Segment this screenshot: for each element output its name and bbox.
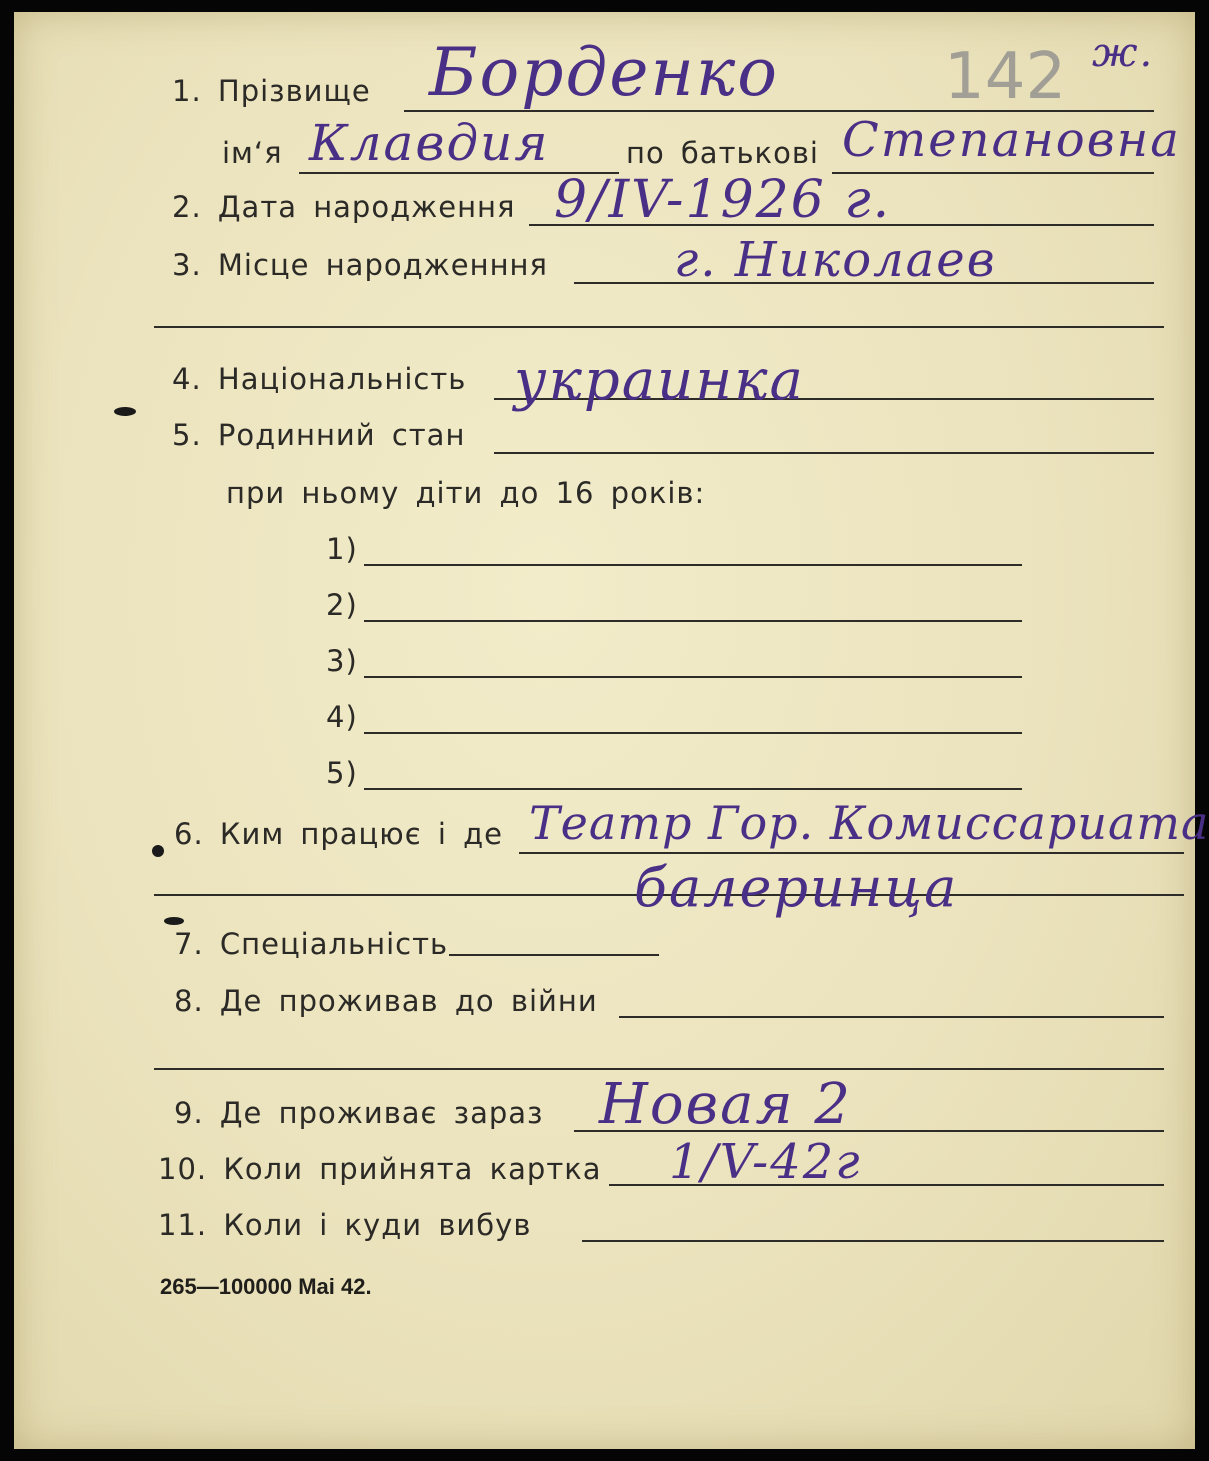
work-line — [519, 852, 1184, 854]
punch-hole — [152, 845, 164, 857]
punch-hole — [114, 407, 136, 416]
pencil-number: 142 — [944, 40, 1067, 114]
field-departed-label: 11. Коли і куди вибув — [158, 1208, 532, 1242]
card-date-value: 1/V-42г — [669, 1134, 862, 1190]
registration-card — [14, 12, 1209, 1449]
field-nationality-label: 4. Національність — [172, 362, 467, 396]
punch-hole — [164, 917, 184, 925]
child-2-label: 2) — [326, 588, 358, 622]
field-specialty-label: 7. Спеціальність — [174, 927, 449, 961]
field-residence-label: 9. Де проживає зараз — [174, 1096, 544, 1130]
field-marital-label: 5. Родинний стан — [172, 418, 466, 452]
child-5-line — [364, 788, 1022, 790]
child-4-line — [364, 732, 1022, 734]
surname-value: Борденко — [429, 34, 779, 111]
work-value-2: балеринца — [634, 856, 959, 919]
marital-line — [494, 452, 1154, 454]
name-value: Клавдия — [309, 114, 550, 172]
birthdate-value: 9/IV-1926 г. — [554, 170, 892, 230]
gender-mark: ж. — [1092, 30, 1155, 76]
child-3-label: 3) — [326, 644, 358, 678]
prewar-line-2 — [154, 1068, 1164, 1070]
work-value: Театр Гор. Комиссариата — [529, 796, 1209, 850]
print-code: 265—100000 Mai 42. — [160, 1274, 372, 1299]
nationality-value: украинка — [514, 348, 805, 413]
child-2-line — [364, 620, 1022, 622]
children-heading: при ньому діти до 16 років: — [226, 476, 706, 510]
birthplace-value: г. Николаев — [674, 232, 997, 288]
residence-value: Новая 2 — [599, 1072, 853, 1137]
child-4-label: 4) — [326, 700, 358, 734]
specialty-line — [449, 954, 659, 956]
field-work-label: 6. Ким працює і де — [174, 817, 504, 851]
birthplace-line-2 — [154, 326, 1164, 328]
field-card-date-label: 10. Коли прийнята картка — [158, 1152, 602, 1186]
field-name-label: ім‘я — [222, 136, 283, 170]
departed-line — [582, 1240, 1164, 1242]
child-1-line — [364, 564, 1022, 566]
child-5-label: 5) — [326, 756, 358, 790]
field-birthdate-label: 2. Дата народження — [172, 190, 516, 224]
field-surname-label: 1. Прізвище — [172, 74, 371, 108]
prewar-line — [619, 1016, 1164, 1018]
child-1-label: 1) — [326, 532, 358, 566]
child-3-line — [364, 676, 1022, 678]
field-patronymic-label: по батькові — [626, 136, 819, 170]
patronymic-value: Степановна — [842, 112, 1181, 168]
field-birthplace-label: 3. Місце народженння — [172, 248, 548, 282]
field-prewar-label: 8. Де проживав до війни — [174, 984, 598, 1018]
